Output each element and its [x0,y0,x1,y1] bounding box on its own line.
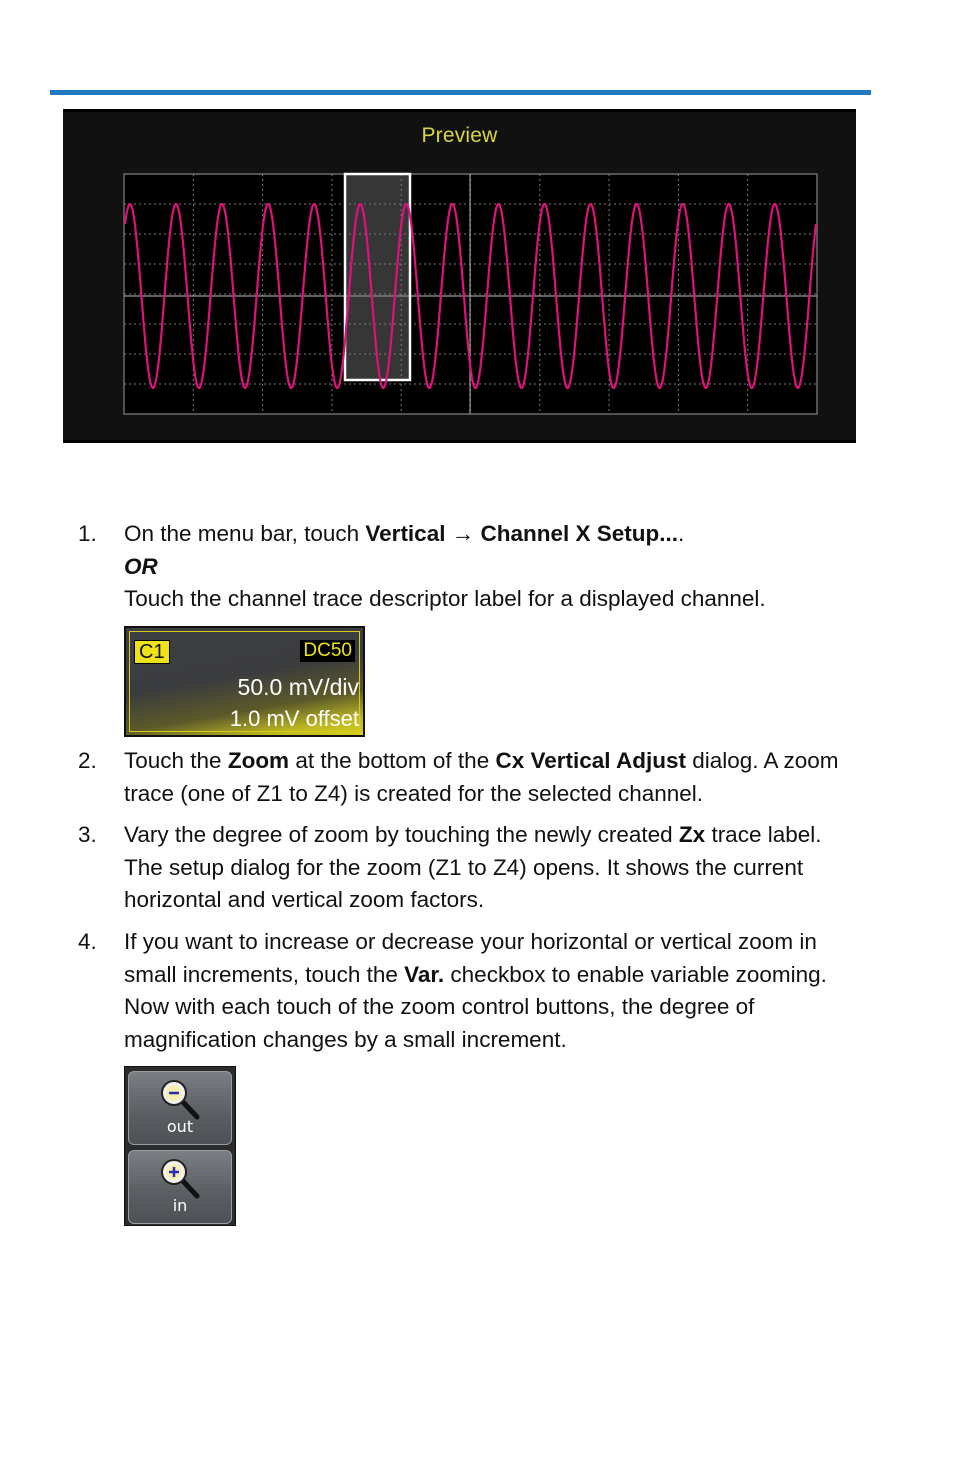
preview-panel [63,109,856,443]
step-1-suffix: . [678,521,685,546]
zoom-in-button[interactable] [128,1150,232,1224]
step-number: 2. [78,748,97,773]
zoom-out-button[interactable] [128,1071,232,1145]
preview-waveform [63,112,856,440]
or-label: OR [124,553,158,579]
dialog-term: Cx Vertical Adjust [495,748,686,773]
text: Touch the [124,748,228,773]
text: at the bottom of the [289,748,496,773]
menu-path: Vertical → Channel X Setup... [365,521,678,546]
step-3-text [124,819,864,917]
coupling-badge: DC50 [300,640,355,662]
zoom-out-label: out [166,1117,194,1136]
var-term: Var. [404,961,445,987]
step-2-text [124,745,864,810]
text: dialog. A zoom trace (one of Z1 to Z4) is created for the selected channel. [124,748,839,806]
text: Vary the degree of zoom by touching the newly created [124,822,679,847]
zoom-term: Zoom [227,748,290,773]
step-number: 3. [78,822,97,847]
step-1-text: On the menu bar, touch [124,521,366,546]
step-4-text [124,926,864,1056]
zx-term: Zx [678,822,706,847]
channel-name-badge: C1 [134,640,170,664]
zoom-in-icon [157,1156,209,1200]
preview-title: Preview [421,124,498,147]
header-rule [50,90,871,95]
text: If you want to increase or decrease your horizontal or vertical zoom in small increments, touch the [124,929,817,987]
zoom-control-panel [124,1066,236,1226]
step-1-line-3: Touch the channel trace descriptor label for a displayed channel. [124,586,766,611]
step-1-or [124,551,864,584]
step-1-line-1 [124,518,864,551]
volts-per-div: 50.0 mV/div [237,674,359,700]
channel-trace-label[interactable] [124,626,365,737]
text: checkbox to enable variable zooming. Now with each touch of the zoom control buttons, the degree of magnification changes by a small increment. [124,961,827,1052]
step-number: 1. [78,521,97,546]
zoom-window-highlight [345,174,410,380]
text: trace label. The setup dialog for the zoom (Z1 to Z4) opens. It shows the current horizontal and vertical zoom factors. [124,822,822,912]
step-number: 4. [78,929,97,954]
offset-value: 1.0 mV offset [229,706,359,731]
zoom-out-icon [157,1077,209,1121]
zoom-in-label: in [172,1196,188,1215]
